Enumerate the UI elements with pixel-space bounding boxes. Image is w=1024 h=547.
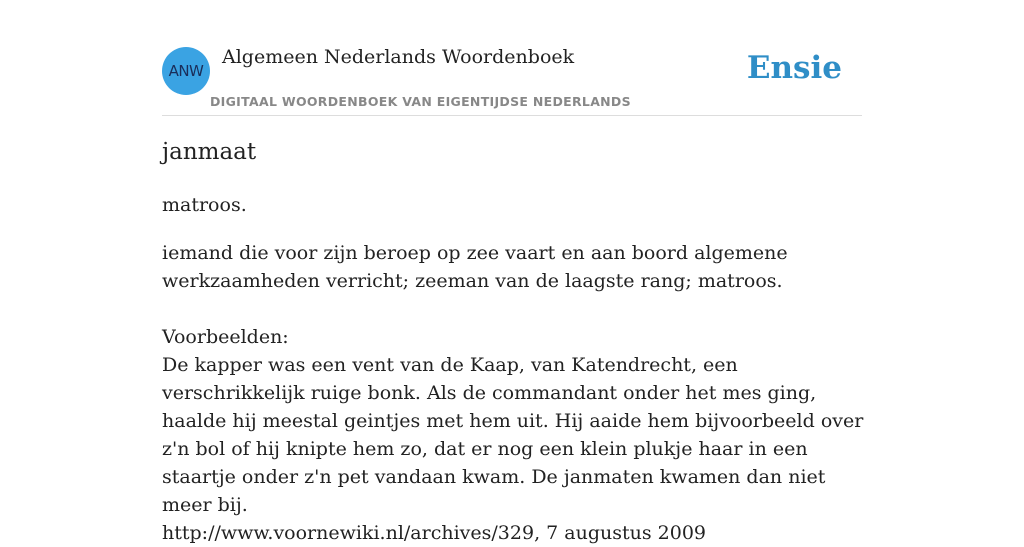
site-title[interactable]: Algemeen Nederlands Woordenboek — [222, 46, 575, 68]
site-header — [162, 0, 862, 116]
entry-definition: iemand die voor zijn beroep op zee vaart en aan boord algemene werkzaamheden verricht; zeeman van de laagste rang; matroos. — [162, 242, 788, 292]
examples-label: Voorbeelden: — [162, 326, 289, 348]
site-subtitle: DIGITAAL WOORDENBOEK VAN EIGENTIJDSE NEDERLANDS — [210, 94, 631, 109]
anw-logo[interactable] — [162, 47, 210, 95]
entry-headword: janmaat — [162, 139, 257, 165]
examples-section — [162, 323, 867, 547]
example-text: De kapper was een vent van de Kaap, van Katendrecht, een verschrikkelijk ruige bonk. Als de commandant onder het mes ging, haalde hij meestal geintjes met hem uit. Hij aaide hem bijvoorbeeld over z'n bol of hij knipte hem zo, dat er nog een klein plukje haar in een staartje onder z'n pet vandaan kwam. De janmaten kwamen dan niet meer bij. — [162, 354, 864, 516]
entry-synonym: matroos. — [162, 194, 247, 216]
example-source: http://www.voornewiki.nl/archives/329, 7 augustus 2009 — [162, 522, 707, 544]
ensie-brand-logo[interactable]: Ensie — [746, 50, 842, 86]
page-container — [162, 0, 864, 544]
logo-text: ANW — [168, 62, 204, 80]
